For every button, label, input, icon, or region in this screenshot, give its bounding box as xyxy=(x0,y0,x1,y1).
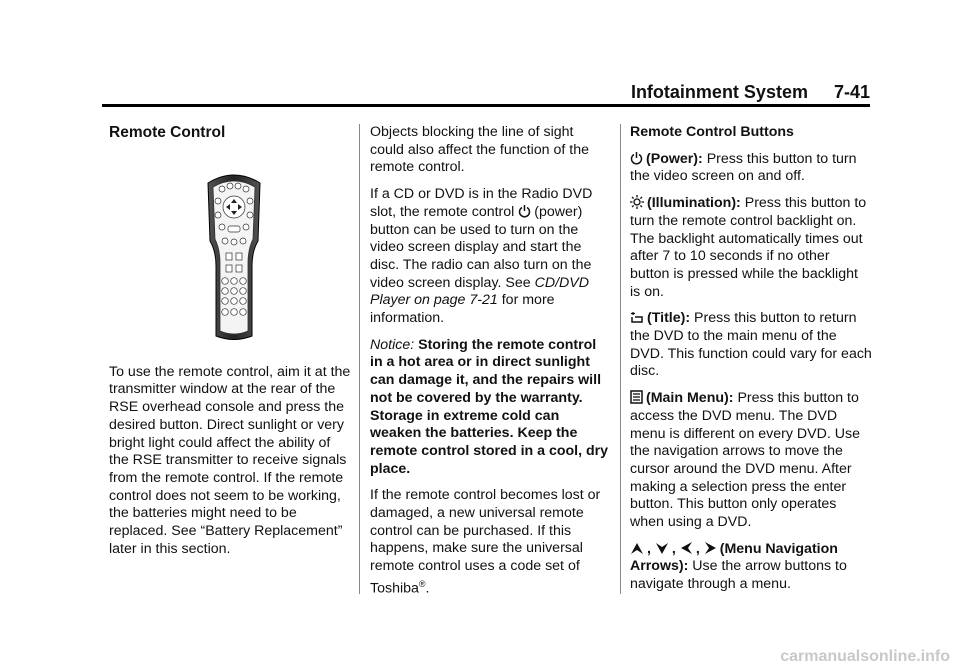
power-icon xyxy=(630,151,643,165)
arrow-up-icon xyxy=(630,542,644,555)
remote-control-illustration xyxy=(200,171,268,343)
running-header xyxy=(610,80,870,104)
navigation-arrows-description: , , , (Menu Navigation Arrows): Use the arrow buttons to navigate through a menu. xyxy=(630,540,847,593)
notice-paragraph xyxy=(370,337,610,479)
power-button-description: (Power): Press this button to turn the video screen on and off. xyxy=(630,150,857,185)
main-menu-icon xyxy=(630,390,643,404)
power-icon xyxy=(518,204,531,218)
remote-control-icon xyxy=(200,171,268,343)
cross-reference-link[interactable]: CD/DVD Player on page 7-21 xyxy=(370,274,589,309)
header-rule xyxy=(102,104,870,107)
page-number: 7-41 xyxy=(833,82,870,102)
notice-text: Storing the remote control in a hot area or in direct sunlight can damage it, and the repairs will not be covered by the warranty. Storage in extreme cold can weaken the batteries. Keep the remote control stored in a cool, dry place. xyxy=(370,336,609,477)
section-title: Remote Control xyxy=(109,124,226,141)
radio-dvd-paragraph: If a CD or DVD is in the Radio DVD slot, the remote control (power) button can be used to turn on the video screen display and start the disc. The radio can also turn on the video screen display. See CD/DVD Player on page 7-21 for more information. xyxy=(370,186,593,327)
buttons-title: Remote Control Buttons xyxy=(630,124,794,140)
watermark: carmanualsonline.info xyxy=(780,648,950,665)
main-menu-button-description: (Main Menu): Press this button to access the DVD menu. The DVD menu is different on every DVD. Use the navigation arrows to move the cursor around the DVD menu. After making a selection press the enter button. This button only operates when using a DVD. xyxy=(630,390,860,531)
arrow-right-icon xyxy=(704,541,717,555)
title-button-description: (Title): Press this button to return the DVD to the main menu of the DVD. This function could vary for each disc. xyxy=(630,310,872,380)
arrow-down-icon xyxy=(655,542,669,555)
notice-label: Notice: xyxy=(370,336,415,353)
section-name: Infotainment System xyxy=(630,82,808,102)
title-icon xyxy=(630,310,644,324)
column-right xyxy=(630,124,872,603)
line-of-sight-paragraph: Objects blocking the line of sight could also affect the function of the remote control. xyxy=(370,124,590,176)
arrow-left-icon xyxy=(680,541,693,555)
illumination-button-description: (Illumination): Press this button to turn the remote control backlight on. The backlight automatically times out after 7 to 10 seconds if no other button is pressed while the backlight is on. xyxy=(630,195,867,300)
column-divider xyxy=(359,124,360,594)
column-middle xyxy=(370,124,610,607)
column-divider xyxy=(620,124,621,594)
illumination-icon xyxy=(630,195,644,209)
lost-remote-paragraph: If the remote control becomes lost or damaged, a new universal remote control can be purchased. If this happens, make sure the universal remote control uses a code set of Toshiba®. xyxy=(370,487,601,597)
remote-usage-paragraph: To use the remote control, aim it at the transmitter window at the rear of the RSE overhead console and press the desired button. Direct sunlight or very bright light could affect the ability of the RSE transmitter to receive signals from the remote control. If the remote control does not seem to be working, the batteries might need to be replaced. See “Battery Replacement” later in this section. xyxy=(109,363,351,557)
